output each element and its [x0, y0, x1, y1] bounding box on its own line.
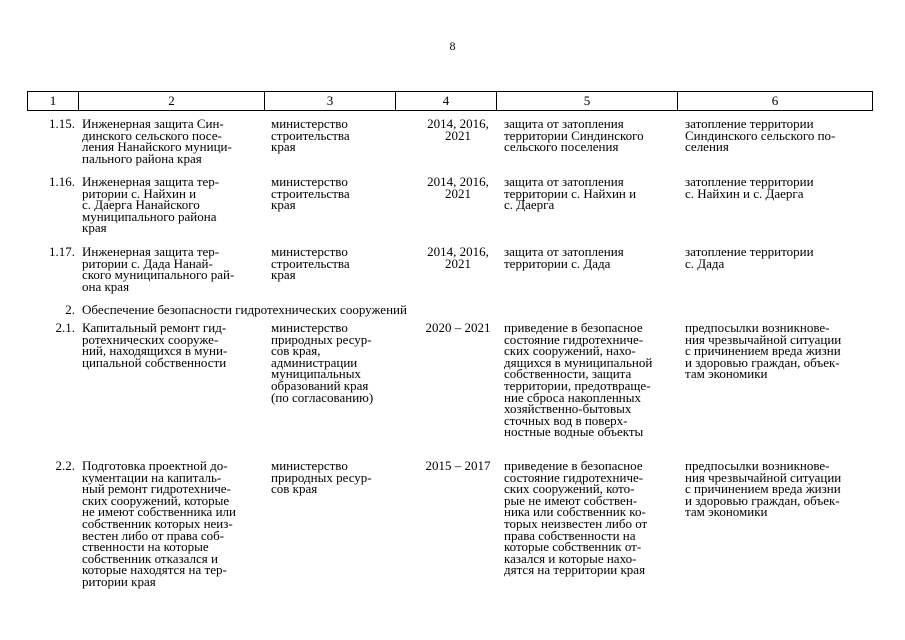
column-number-header [27, 91, 873, 111]
expected-result: приведение в безопасное состояние гидротехниче- ских сооружений, нахо- дящихся в муниципальной собственности, защита территории, предотвраще- ние сброса накопленных хозяйственно-бытовых сточных вод в поверх- ностные водные объекты [504, 320, 653, 440]
header-row [28, 92, 873, 111]
section-number: 2. [65, 302, 75, 317]
expected-result: защита от затопления территории с. Найхин и с. Даерга [504, 174, 637, 213]
page-number: 8 [449, 39, 456, 53]
header-col-5: 5 [497, 92, 678, 111]
years: 2014, 2016, 2021 [427, 116, 489, 143]
measure-name: Инженерная защита Син- динского сельского посе- ления Нанайского муници- пального района края [82, 116, 232, 166]
measure-name: Инженерная защита тер- ритории с. Дада Нанай- ского муниципального рай- она края [82, 244, 235, 294]
years: 2015 – 2017 [425, 458, 491, 473]
header-col-6: 6 [678, 92, 873, 111]
expected-result: защита от затопления территории с. Дада [504, 244, 624, 271]
header-col-3: 3 [265, 92, 396, 111]
header-col-2: 2 [79, 92, 265, 111]
expected-result: защита от затопления территории Синдинского сельского поселения [504, 116, 644, 155]
table-row-2-2 [27, 460, 872, 600]
risk-consequence: затопление территории с. Найхин и с. Даерга [685, 174, 814, 201]
executor: министерство природных ресур- сов края, администрации муниципальных образований края (по согласованию) [271, 320, 374, 405]
measures-table-body [27, 118, 872, 600]
executor: министерство природных ресур- сов края [271, 458, 372, 497]
row-number: 1.17. [49, 244, 75, 259]
row-number: 2.1. [55, 320, 75, 335]
header-col-4: 4 [396, 92, 497, 111]
expected-result: приведение в безопасное состояние гидротехниче- ских сооружений, кото- рые не имеют собствен- ника или собственник ко- торых неизвестен либо от права собственности на которые собственник от- казался и которые нахо- дятся на территории края [504, 458, 648, 578]
section-title: Обеспечение безопасности гидротехнических сооружений [82, 302, 407, 317]
row-number: 1.16. [49, 174, 75, 189]
measure-name: Инженерная защита тер- ритории с. Найхин и с. Даерга Нанайского муниципального района края [82, 174, 220, 236]
risk-consequence: затопление территории с. Дада [685, 244, 814, 271]
risk-consequence: затопление территории Синдинского сельского по- селения [685, 116, 836, 155]
risk-consequence: предпосылки возникнове- ния чрезвычайной ситуации с причинением вреда жизни и здоровью граждан, объек- там экономики [685, 320, 842, 382]
row-number: 1.15. [49, 116, 75, 131]
executor: министерство строительства края [271, 116, 350, 155]
table-row-2-1 [27, 322, 872, 460]
measure-name: Подготовка проектной до- кументации на капиталь- ный ремонт гидротехниче- ских сооружений, которые не имеют собственника или собственник которых неиз- вестен либо от права соб- ственности на которые собственник отказался и которые находятся на тер- ритории края [82, 458, 236, 589]
years: 2014, 2016, 2021 [427, 174, 489, 201]
header-col-1: 1 [28, 92, 79, 111]
risk-consequence: предпосылки возникнове- ния чрезвычайной ситуации с причинением вреда жизни и здоровью граждан, объек- там экономики [685, 458, 842, 520]
table-row-1-15 [27, 118, 872, 176]
table-row-1-16 [27, 176, 872, 246]
measure-name: Капитальный ремонт гид- ротехнических сооруже- ний, находящихся в муни- ципальной собственности [82, 320, 228, 370]
executor: министерство строительства края [271, 244, 350, 283]
years: 2020 – 2021 [425, 320, 491, 335]
table-row-1-17 [27, 246, 872, 304]
row-number: 2.2. [55, 458, 75, 473]
executor: министерство строительства края [271, 174, 350, 213]
years: 2014, 2016, 2021 [427, 244, 489, 271]
